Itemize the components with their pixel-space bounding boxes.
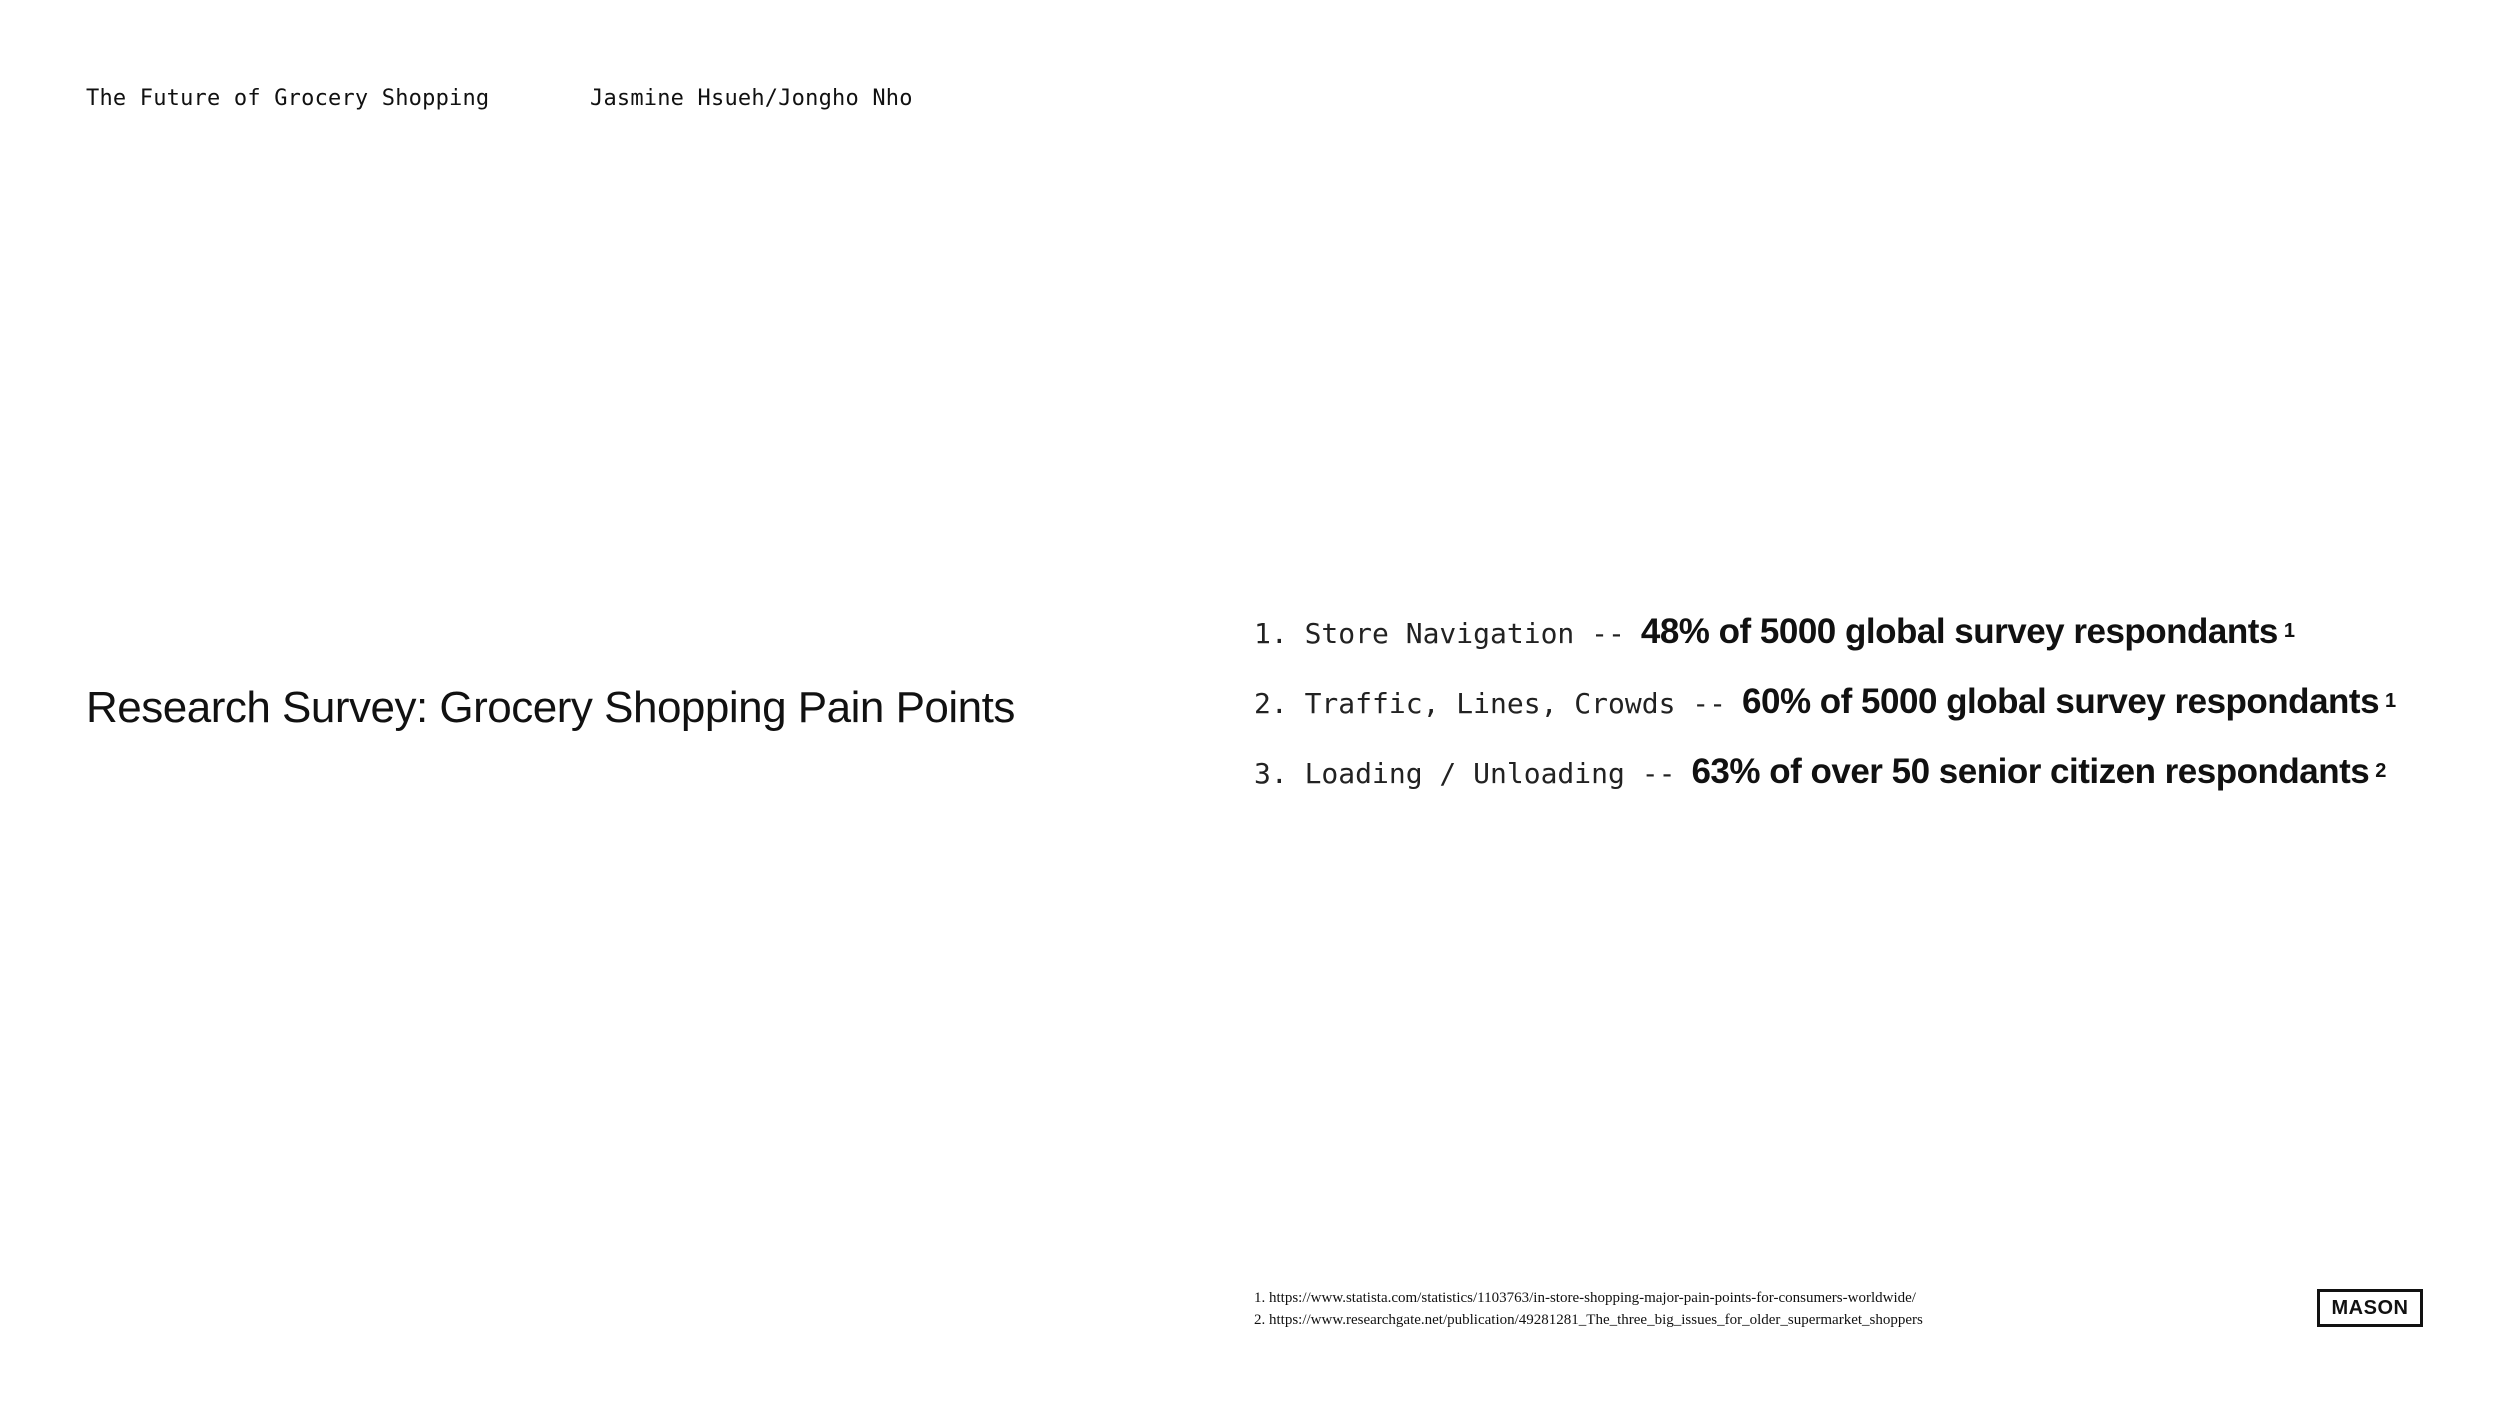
- pain-point-label: 2. Traffic, Lines, Crowds --: [1254, 687, 1727, 720]
- footnote-ref: 2: [2375, 760, 2387, 782]
- pain-point-label: 3. Loading / Unloading --: [1254, 757, 1676, 790]
- footnotes: [1254, 1287, 1923, 1331]
- footnote-link[interactable]: 1. https://www.statista.com/statistics/1103763/in-store-shopping-major-pain-points-for-consumers-worldwide/: [1254, 1290, 1916, 1306]
- list-item: [1254, 752, 2454, 822]
- footnote-link[interactable]: 2. https://www.researchgate.net/publication/49281281_The_three_big_issues_for_older_supermarket_shoppers: [1254, 1312, 1923, 1328]
- pain-points-list: [1254, 612, 2454, 822]
- list-item: [1254, 612, 2454, 682]
- pain-point-stat: 48% of 5000 global survey respondants: [1640, 612, 2278, 651]
- mason-logo: MASON: [2317, 1289, 2423, 1327]
- pain-point-stat: 63% of over 50 senior citizen respondants: [1691, 752, 2370, 791]
- presentation-title: The Future of Grocery Shopping: [86, 86, 490, 111]
- pain-point-label: 1. Store Navigation --: [1254, 617, 1625, 650]
- presentation-authors: Jasmine Hsueh/Jongho Nho: [590, 86, 913, 111]
- footnote-ref: 1: [2385, 690, 2397, 712]
- list-item: [1254, 682, 2454, 752]
- pain-point-stat: 60% of 5000 global survey respondants: [1742, 682, 2380, 721]
- slide-title: Research Survey: Grocery Shopping Pain Points: [86, 683, 1015, 732]
- footnote-ref: 1: [2283, 620, 2296, 642]
